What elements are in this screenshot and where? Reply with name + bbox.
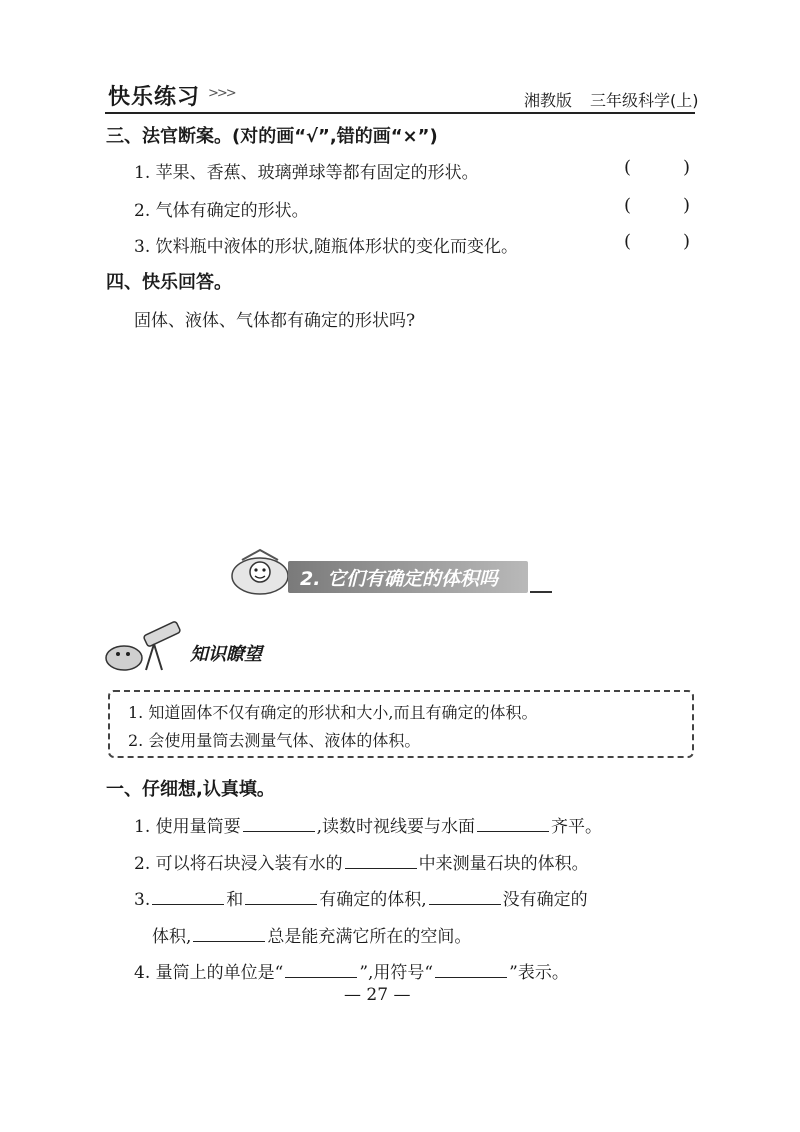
q2-text-a: 2. 可以将石块浸入装有水的 [134, 854, 343, 874]
question-3-line-2 [152, 922, 471, 947]
header-book-info [524, 88, 717, 111]
q1-text-b: ,读数时视线要与水面 [316, 817, 476, 837]
q3-blank-3[interactable] [429, 890, 501, 905]
answer-paren-left-3: ( [624, 231, 632, 252]
q3-text-c: 有确定的体积, [319, 890, 427, 910]
q1-blank-1[interactable] [243, 817, 315, 832]
q3-blank-1[interactable] [152, 890, 224, 905]
answer-paren-right-1: ) [683, 157, 691, 178]
q3-text-f: 总是能充满它所在的空间。 [267, 927, 472, 947]
header-arrows: >>> [208, 86, 235, 101]
section3-item-3: 3. 饮料瓶中液体的形状,随瓶体形状的变化而变化。 [134, 237, 519, 257]
knowledge-title: 知识瞭望 [190, 644, 262, 665]
q1-blank-2[interactable] [477, 817, 549, 832]
q3-text-b: 和 [226, 890, 244, 910]
lesson-title: 2. 它们有确定的体积吗 [300, 568, 499, 590]
question-2 [134, 849, 589, 874]
header-title: 快乐练习 [108, 85, 201, 110]
question-4 [134, 958, 569, 983]
page-number: — 27 — [344, 985, 411, 1005]
q3-blank-4[interactable] [193, 927, 265, 942]
mascot-icon [228, 546, 292, 596]
answer-paren-right-2: ) [683, 195, 691, 216]
answer-paren-right-3: ) [683, 231, 691, 252]
header-divider [105, 112, 695, 114]
q2-blank-1[interactable] [345, 854, 417, 869]
q2-text-b: 中来测量石块的体积。 [418, 854, 589, 874]
question-3-line-1 [134, 885, 588, 910]
section3-title: 三、法官断案。(对的画“√”,错的画“×”) [106, 126, 438, 147]
header-subject: 三年级科学(上) [590, 91, 699, 110]
knowledge-item-2: 2. 会使用量筒去测量气体、液体的体积。 [128, 731, 421, 750]
banner-underline [530, 591, 552, 593]
q1-text-a: 1. 使用量筒要 [134, 817, 241, 837]
knowledge-item-1: 1. 知道固体不仅有确定的形状和大小,而且有确定的体积。 [128, 703, 538, 722]
q3-text-a: 3. [134, 890, 151, 910]
section3-item-1: 1. 苹果、香蕉、玻璃弹球等都有固定的形状。 [134, 163, 479, 183]
telescope-icon [104, 618, 188, 674]
q4-text-a: 4. 量筒上的单位是“ [134, 963, 284, 983]
q4-blank-1[interactable] [285, 963, 357, 978]
q3-text-d: 没有确定的 [502, 890, 588, 910]
section3-item-2: 2. 气体有确定的形状。 [134, 201, 309, 221]
answer-paren-left-2: ( [624, 195, 632, 216]
q3-text-e: 体积, [152, 927, 192, 947]
header-edition: 湘教版 [524, 91, 573, 110]
section1-title: 一、仔细想,认真填。 [106, 779, 275, 800]
q3-blank-2[interactable] [245, 890, 317, 905]
q4-text-b: ”,用符号“ [359, 963, 434, 983]
q1-text-c: 齐平。 [551, 817, 603, 837]
question-1 [134, 812, 602, 837]
answer-paren-left-1: ( [624, 157, 632, 178]
q4-blank-2[interactable] [435, 963, 507, 978]
q4-text-c: ”表示。 [509, 963, 569, 983]
section4-question: 固体、液体、气体都有确定的形状吗? [134, 311, 416, 331]
section4-title: 四、快乐回答。 [106, 272, 232, 293]
